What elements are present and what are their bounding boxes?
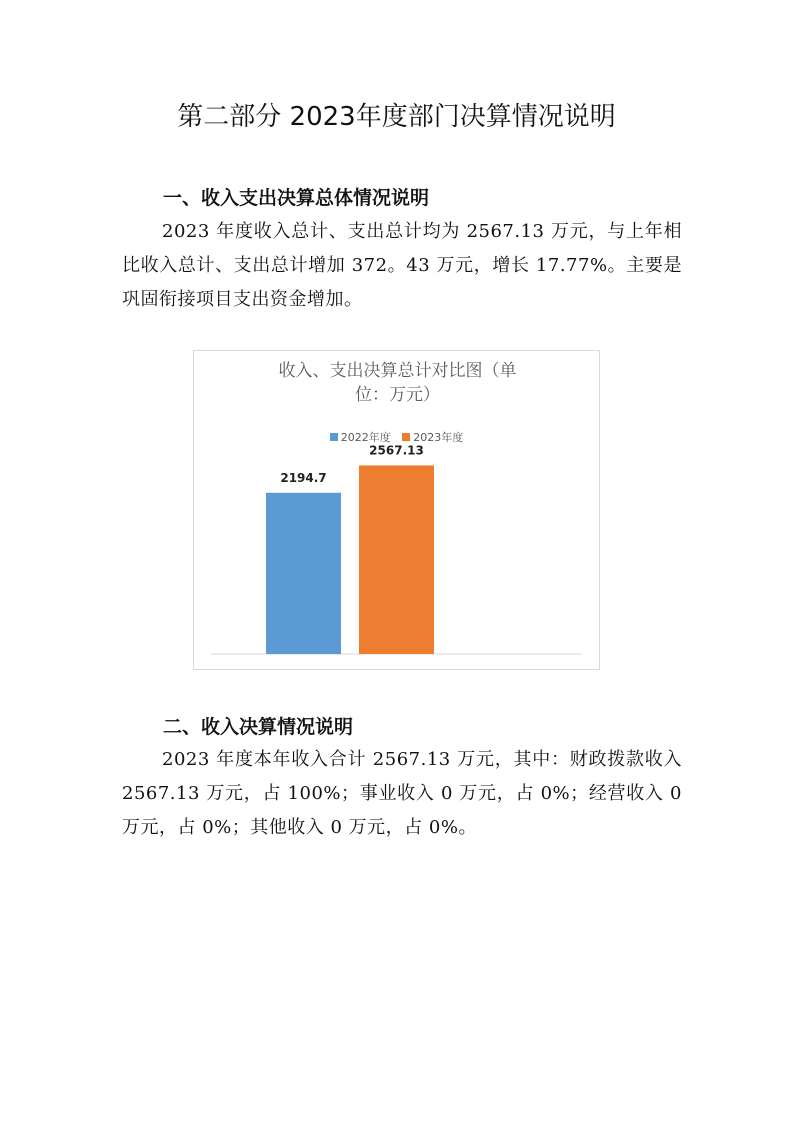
bar-2022 (266, 493, 341, 654)
page-title: 第二部分 2023年度部门决算情况说明 (177, 102, 616, 132)
legend-label-2023: 2023年度 (413, 431, 464, 444)
chart-title-line2: 位：万元） (355, 385, 440, 405)
paragraph-income: 2023 年度本年收入合计 2567.13 万元，其中：财政拨款收入 2567.13 万元，占 100%；事业收入 0 万元，占 0%；经营收入 0 万元，占 0%；其他收入 0 万元，占 0%。 (122, 749, 682, 838)
data-label-2023: 2567.13 (369, 443, 424, 458)
section-heading-overall: 一、收入支出决算总体情况说明 (163, 187, 430, 209)
paragraph-overall: 2023 年度收入总计、支出总计均为 2567.13 万元，与上年相比收入总计、支出总计增加 372。43 万元，增长 17.77%。主要是巩固衔接项目支出资金增加。 (122, 221, 682, 310)
comparison-chart (193, 350, 600, 670)
legend-label-2022: 2022年度 (340, 431, 391, 444)
chart-plot-area (194, 351, 599, 669)
data-label-2022: 2194.7 (280, 470, 327, 485)
chart-title-line1: 收入、支出决算总计对比图（单 (278, 361, 517, 381)
bar-2023 (359, 465, 434, 654)
section-heading-income: 二、收入决算情况说明 (163, 716, 354, 738)
